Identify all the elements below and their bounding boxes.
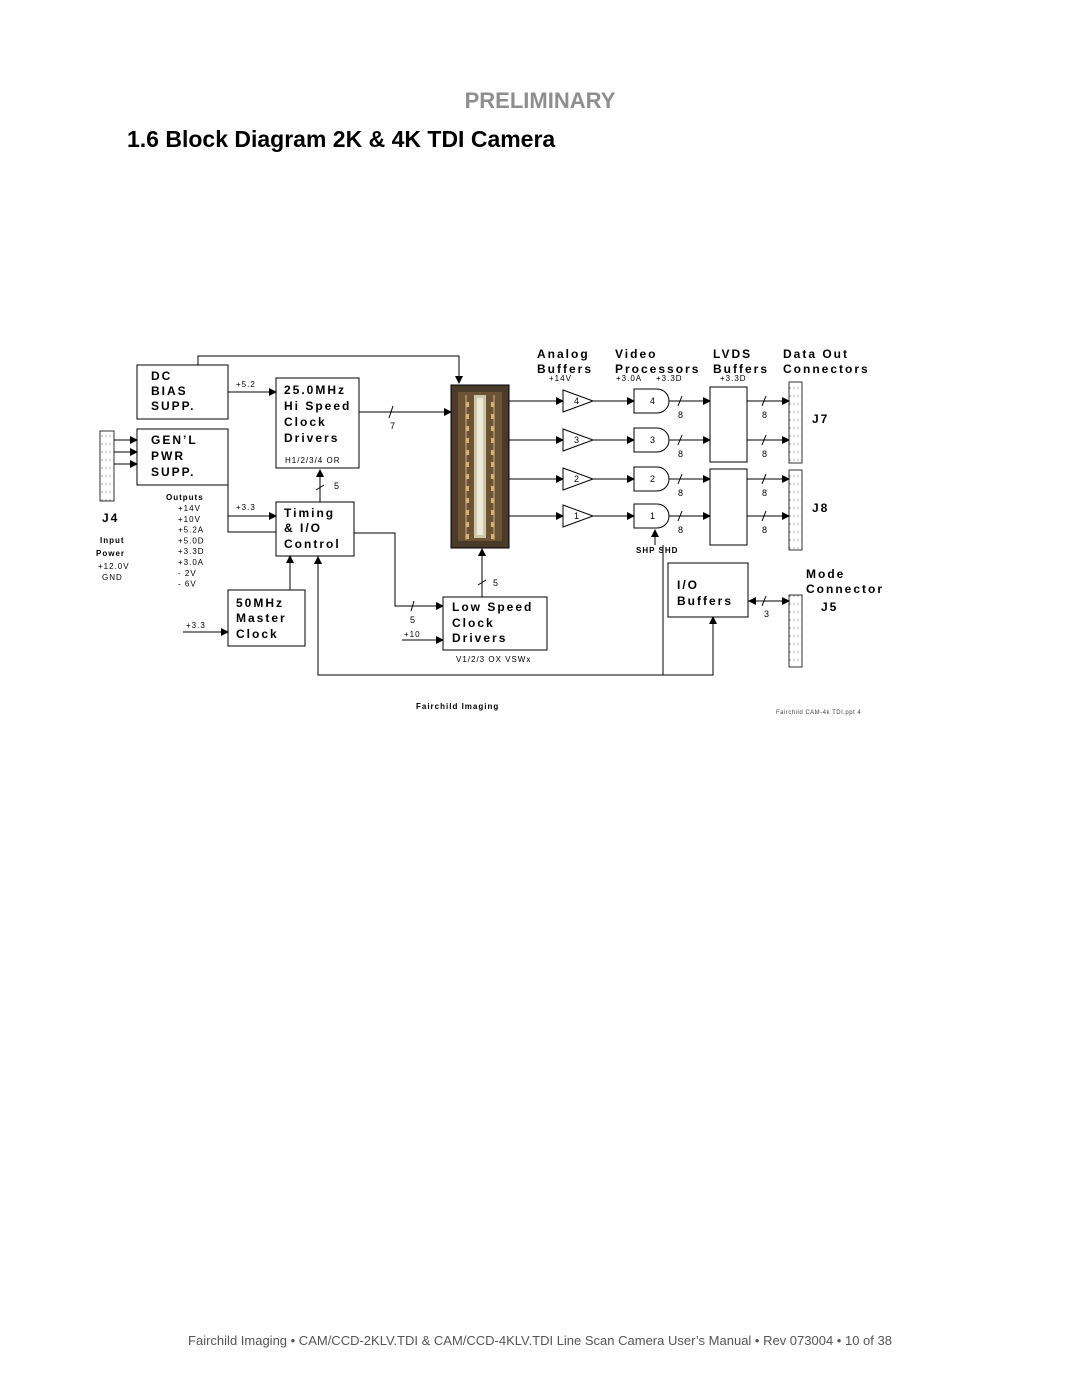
- output-voltage: +5.0D: [178, 536, 205, 546]
- j5-connector: [789, 595, 802, 667]
- video-processor-number: 2: [650, 474, 656, 484]
- lvds-bus-width: 8: [762, 488, 768, 498]
- low-speed-line1: Low Speed: [452, 600, 534, 614]
- low-speed-in-bus-width: 5: [410, 615, 416, 625]
- timing-bus-width: 5: [334, 481, 340, 491]
- output-voltage: +10V: [178, 514, 201, 524]
- plus-3v3-master-label: +3.3: [186, 621, 206, 630]
- hi-speed-line3: Clock: [284, 415, 327, 429]
- j8-label: J8: [812, 501, 830, 515]
- dc-bias-line1: DC: [151, 369, 173, 383]
- outputs-voltage-list: [178, 504, 205, 589]
- video-processor-number: 1: [650, 511, 656, 521]
- section-heading: 1.6 Block Diagram 2K & 4K TDI Camera: [127, 126, 556, 152]
- lvds-buffers-header: Buffers: [713, 362, 770, 376]
- output-voltage: +5.2A: [178, 525, 205, 535]
- video-supply-d: +3.3D: [656, 374, 683, 383]
- hi-speed-line4: Drivers: [284, 431, 340, 445]
- timing-line3: Control: [284, 537, 341, 551]
- io-buffers-line2: Buffers: [677, 594, 734, 608]
- video-header: Video: [615, 347, 658, 361]
- connectors-header: Connectors: [783, 362, 870, 376]
- hi-speed-line2: Hi Speed: [284, 399, 352, 413]
- output-voltage: +3.0A: [178, 558, 205, 567]
- analog-buffer-number: 2: [574, 474, 580, 484]
- lvds-header: LVDS: [713, 347, 753, 361]
- analog-buffer-number: 1: [574, 511, 580, 521]
- plus-10v-label: +10: [404, 630, 421, 639]
- lvds-bus-width: 8: [762, 410, 768, 420]
- video-bus-width: 8: [678, 449, 684, 459]
- master-line3: Clock: [236, 627, 279, 641]
- mode-bus-width: 3: [764, 609, 770, 619]
- diagram-credit: Fairchild Imaging: [416, 702, 500, 711]
- video-supply-a: +3.0A: [616, 374, 643, 383]
- lvds-buffer-block-upper: [710, 387, 747, 462]
- lvds-bus-width: 8: [762, 449, 768, 459]
- low-speed-signals: V1/2/3 OX VSWx: [456, 655, 532, 664]
- plus-3v3-timing-label: +3.3: [236, 503, 256, 512]
- j4-input-label: Input: [100, 536, 125, 545]
- gen-pwr-line1: GEN’L: [151, 433, 198, 447]
- mode-label: Mode: [806, 567, 846, 581]
- analog-buffer-number: 4: [574, 396, 580, 406]
- lvds-supply: +3.3D: [720, 374, 747, 383]
- j7-label: J7: [812, 412, 830, 426]
- j8-connector: [789, 470, 802, 550]
- hi-speed-line1: 25.0MHz: [284, 383, 347, 397]
- analog-header: Analog: [537, 347, 590, 361]
- j4-label: J4: [102, 511, 120, 525]
- video-bus-width: 8: [678, 488, 684, 498]
- master-line1: 50MHz: [236, 596, 285, 610]
- j4-gnd-label: GND: [102, 573, 123, 582]
- video-processor-number: 4: [650, 396, 656, 406]
- output-voltage: +14V: [178, 504, 201, 513]
- preliminary-label: PRELIMINARY: [464, 88, 616, 113]
- low-speed-line2: Clock: [452, 616, 495, 630]
- processors-header: Processors: [615, 362, 701, 376]
- buffers-header: Buffers: [537, 362, 594, 376]
- connector-label: Connector: [806, 582, 884, 596]
- shp-shd-label: SHP SHD: [636, 546, 679, 555]
- video-processor-number: 3: [650, 435, 656, 445]
- ccd-sensor-image: [451, 385, 509, 548]
- lvds-bus-width: 8: [762, 525, 768, 535]
- timing-line1: Timing: [284, 506, 336, 520]
- video-bus-width: 8: [678, 525, 684, 535]
- dc-bias-line2: BIAS: [151, 384, 188, 398]
- analog-supply: +14V: [549, 374, 572, 383]
- master-line2: Master: [236, 611, 287, 625]
- output-voltage: - 2V: [178, 568, 197, 578]
- gen-pwr-line2: PWR: [151, 449, 185, 463]
- lvds-buffer-block-lower: [710, 469, 747, 545]
- hi-speed-bus-width: 7: [390, 421, 396, 431]
- hi-speed-signals: H1/2/3/4 OR: [285, 456, 341, 465]
- j4-connector: [100, 431, 114, 501]
- timing-line2: & I/O: [284, 521, 323, 535]
- j7-connector: [789, 382, 802, 463]
- j4-power-label: Power: [96, 549, 126, 558]
- dc-bias-line3: SUPP.: [151, 399, 196, 413]
- page-footer: Fairchild Imaging • CAM/CCD-2KLV.TDI & CAM/CCD-4KLV.TDI Line Scan Camera User’s Manual • Rev 073004 • 10 of 38: [188, 1333, 892, 1348]
- gen-pwr-line3: SUPP.: [151, 465, 196, 479]
- plus-5v2-label: +5.2: [236, 380, 256, 389]
- low-speed-out-bus-width: 5: [493, 578, 499, 588]
- outputs-label: Outputs: [166, 493, 204, 502]
- video-bus-width: 8: [678, 410, 684, 420]
- data-out-header: Data Out: [783, 347, 850, 361]
- output-voltage: - 6V: [178, 579, 197, 589]
- low-speed-line3: Drivers: [452, 631, 508, 645]
- io-buffers-line1: I/O: [677, 578, 700, 592]
- output-voltage: +3.3D: [178, 547, 205, 557]
- j4-12v-label: +12.0V: [98, 562, 130, 571]
- analog-buffer-number: 3: [574, 435, 580, 445]
- file-reference: Fairchild CAM-4k TDI.ppt 4: [776, 710, 862, 716]
- j5-label: J5: [821, 600, 839, 614]
